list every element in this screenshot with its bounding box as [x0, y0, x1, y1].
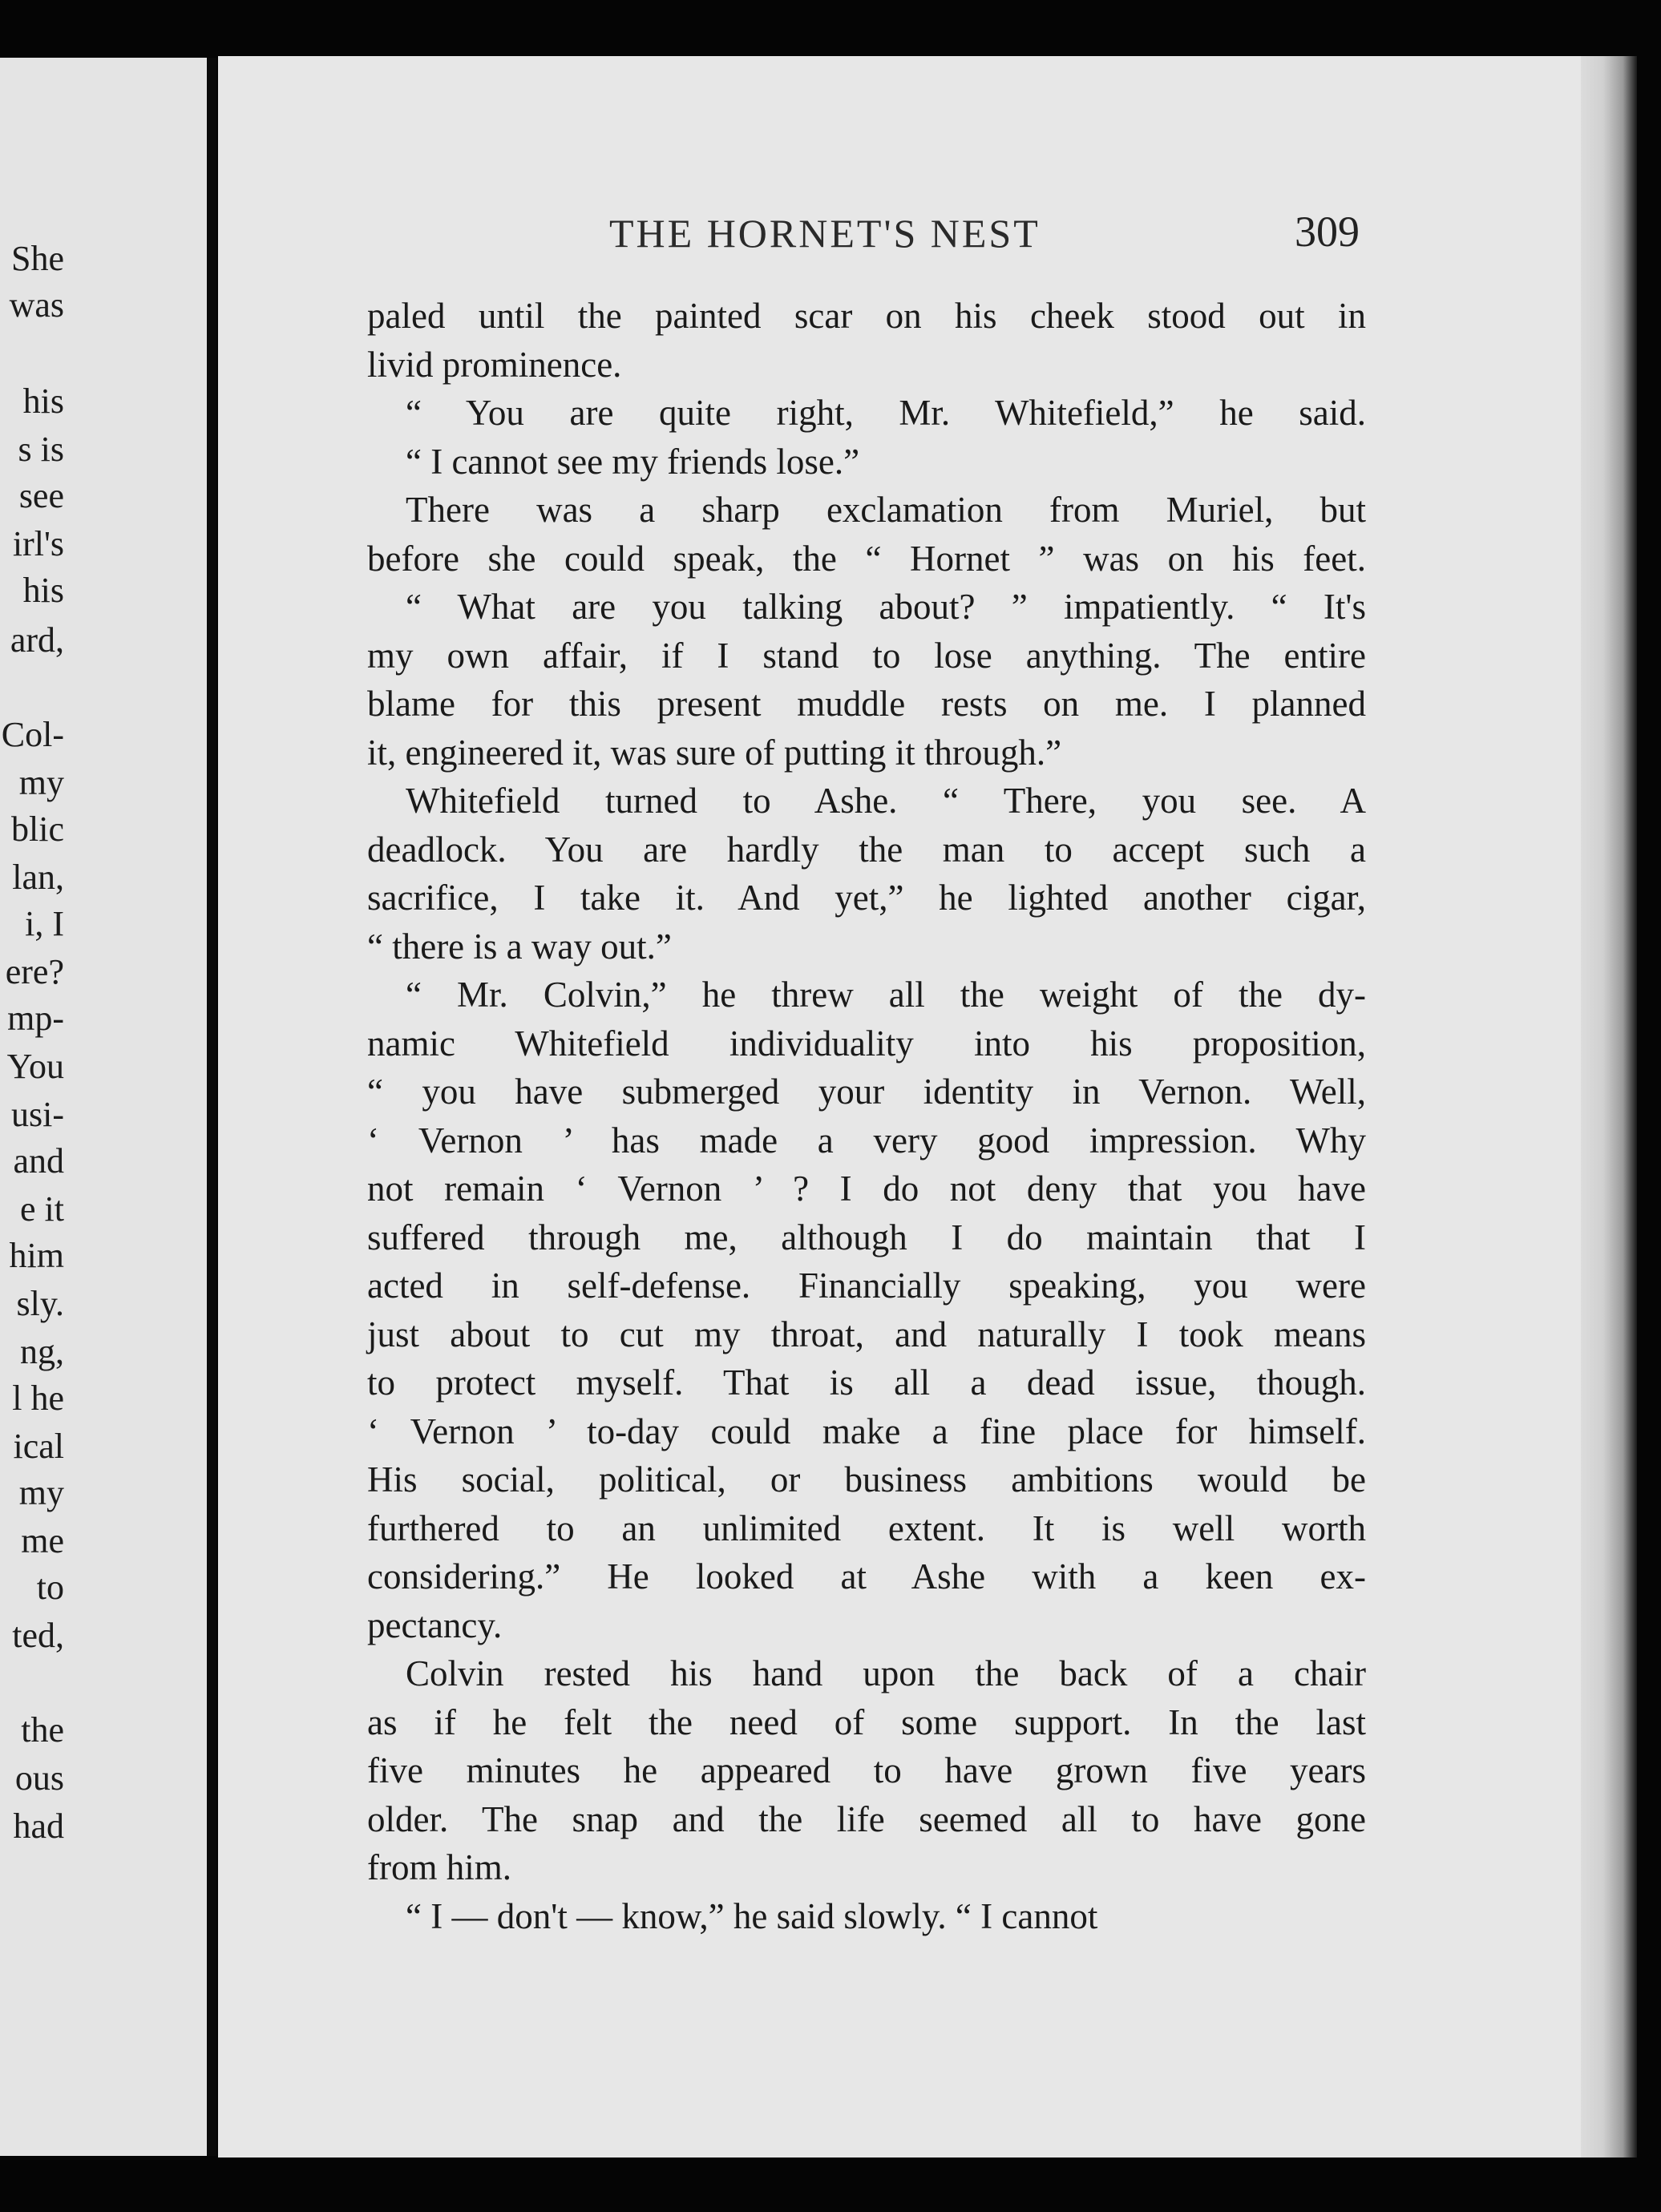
text-line: His social, political, or business ambitions would be — [367, 1459, 1366, 1500]
text-line: before she could speak, the “ Hornet ” was on his feet. — [367, 538, 1366, 579]
facing-page-fragment: irl's — [12, 524, 64, 563]
facing-page-fragment: Col- — [1, 715, 64, 754]
facing-page-fragment: had — [13, 1806, 64, 1846]
page-number: 309 — [1295, 208, 1360, 256]
text-line: livid prominence. — [367, 344, 622, 385]
facing-page-fragment: me — [21, 1521, 64, 1560]
body-text — [367, 292, 1366, 1940]
facing-page-fragment: see — [18, 476, 64, 515]
facing-page-fragment: mp- — [7, 999, 64, 1038]
facing-page-fragment: She — [11, 239, 64, 278]
facing-page-fragment: him — [9, 1236, 64, 1275]
facing-page-fragment: the — [21, 1710, 64, 1750]
text-line: deadlock. You are hardly the man to accept such a — [367, 829, 1366, 870]
text-line: “ I cannot see my friends lose.” — [406, 441, 860, 482]
text-line: suffered through me, although I do maintain that I — [367, 1217, 1366, 1257]
facing-page-fragment: e it — [20, 1189, 64, 1229]
text-line: “ What are you talking about? ” impatiently. “ It's — [406, 587, 1366, 627]
facing-page-fragment: usi- — [11, 1095, 64, 1134]
text-line: “ Mr. Colvin,” he threw all the weight of the dy- — [406, 975, 1366, 1015]
facing-page-fragment: lan, — [12, 858, 64, 897]
facing-page-fragment: i, I — [25, 904, 64, 943]
text-line: not remain ‘ Vernon ’ ? I do not deny that you have — [367, 1169, 1366, 1209]
text-line: my own affair, if I stand to lose anything. The entire — [367, 635, 1366, 676]
text-line: “ I — don't — know,” he said slowly. “ I cannot — [406, 1895, 1098, 1936]
running-header: THE HORNET'S NEST — [609, 211, 1041, 256]
text-line: Whitefield turned to Ashe. “ There, you see. A — [406, 781, 1366, 821]
text-line: “ You are quite right, Mr. Whitefield,” he said. — [406, 393, 1366, 433]
text-line: five minutes he appeared to have grown five years — [367, 1750, 1366, 1790]
facing-page-fragment: my — [18, 1473, 64, 1512]
facing-page-left — [0, 58, 207, 2156]
text-line: namic Whitefield individuality into his proposition, — [367, 1023, 1366, 1064]
facing-page-fragment: blic — [11, 809, 64, 849]
facing-page-fragment: You — [6, 1047, 64, 1086]
text-line: from him. — [367, 1847, 511, 1887]
facing-page-fragment: ard, — [10, 620, 64, 660]
facing-page-fragment: s is — [18, 430, 64, 469]
facing-page-fragment: ted, — [12, 1616, 64, 1655]
text-line: “ there is a way out.” — [367, 926, 672, 967]
text-line: to protect myself. That is all a dead issue, though. — [367, 1362, 1366, 1403]
text-line: blame for this present muddle rests on me. I planned — [367, 684, 1366, 724]
facing-page-fragment: ical — [13, 1427, 64, 1466]
text-line: furthered to an unlimited extent. It is well worth — [367, 1508, 1366, 1548]
text-line: paled until the painted scar on his cheek stood out in — [367, 296, 1366, 336]
facing-page-fragment: my — [18, 763, 64, 802]
text-line: as if he felt the need of some support. In the last — [367, 1701, 1366, 1742]
text-line: pectancy. — [367, 1605, 503, 1645]
facing-page-fragment: l he — [12, 1378, 64, 1418]
text-line: ‘ Vernon ’ has made a very good impression. Why — [367, 1120, 1366, 1160]
text-line: ‘ Vernon ’ to-day could make a fine place for himself. — [367, 1411, 1366, 1451]
text-line: acted in self-defense. Financially speaking, you were — [367, 1265, 1366, 1306]
text-line: older. The snap and the life seemed all to have gone — [367, 1798, 1366, 1839]
facing-page-fragment: to — [36, 1568, 64, 1607]
text-line: Colvin rested his hand upon the back of a chair — [406, 1653, 1366, 1693]
text-line: There was a sharp exclamation from Muriel, but — [406, 490, 1366, 530]
text-line: sacrifice, I take it. And yet,” he lighted another cigar, — [367, 878, 1366, 918]
facing-page-fragment: his — [22, 571, 64, 610]
facing-page-fragment: ere? — [5, 952, 64, 991]
text-line: it, engineered it, was sure of putting it through.” — [367, 732, 1062, 773]
text-line: considering.” He looked at Ashe with a keen ex- — [367, 1556, 1366, 1596]
facing-page-fragment: was — [9, 285, 64, 325]
text-line: “ you have submerged your identity in Vernon. Well, — [367, 1072, 1366, 1112]
facing-page-fragment: ng, — [20, 1332, 64, 1371]
book-gutter — [207, 58, 216, 2156]
page-edge-shadow — [1581, 56, 1637, 2158]
facing-page-fragment: sly. — [16, 1284, 64, 1323]
text-line: just about to cut my throat, and naturally I took means — [367, 1314, 1366, 1354]
facing-page-fragment: ous — [14, 1758, 64, 1798]
facing-page-fragment: his — [22, 381, 64, 421]
facing-page-fragment: and — [13, 1141, 64, 1181]
